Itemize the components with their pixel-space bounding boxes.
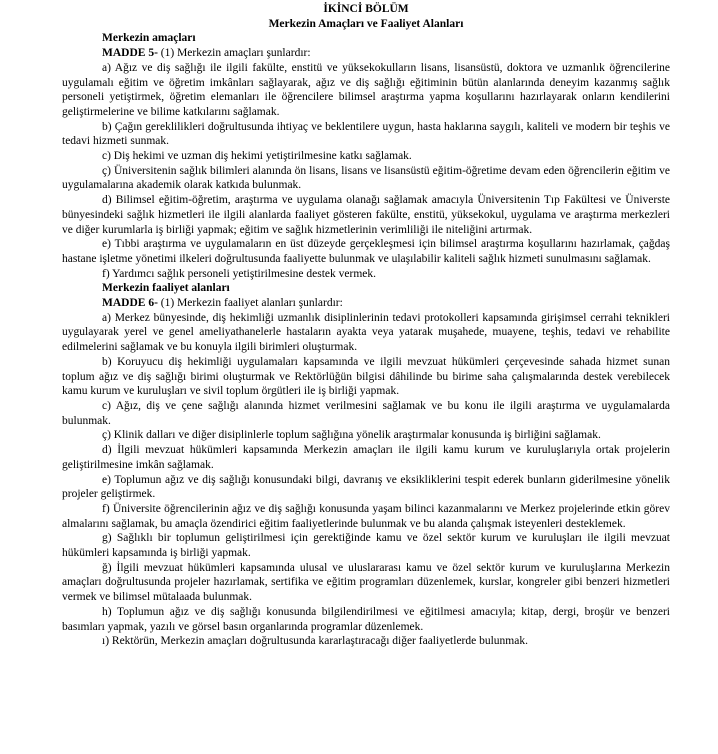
paragraph: ı) Rektörün, Merkezin amaçları doğrultusunda kararlaştıracağı diğer faaliyetlerde bulunmak.	[102, 635, 528, 648]
paragraph: ğ) İlgili mevzuat hükümleri kapsamında ulusal ve uluslararası kamu ve özel sektör kurum ve kuruluşlarına Merkezin amaçları doğrultusunda projeler hazırlamak, sertifika ve eğitim programları düzenlemek, kurslar, kongreler gibi benzeri hizmetleri vermek ve bilimsel mütalaada bulunmak.	[62, 561, 670, 604]
madde-5-intro	[62, 46, 670, 61]
paragraph: d) İlgili mevzuat hükümleri kapsamında Merkezin amaçları ile ilgili kamu kurum ve kuruluşlarıyla ortak projelerin geliştirilmesine imkân sağlamak.	[62, 444, 670, 471]
section-heading-amaclar: Merkezin amaçları	[102, 32, 196, 45]
chapter-subtitle: Merkezin Amaçları ve Faaliyet Alanları	[268, 17, 464, 30]
paragraph: f) Üniversite öğrencilerinin ağız ve diş sağlığı konusunda yaşam bilinci kazanmalarını ve Merkez projelerinde etkin görev almalarını sağlamak, bu amaçla özendirici eğitim faaliyetlerinde bulunmak ve bu alanda çalışmak isteyenleri desteklemek.	[62, 502, 670, 530]
paragraph: f) Yardımcı sağlık personeli yetiştirilmesine destek vermek.	[102, 267, 377, 280]
madde-5-text: (1) Merkezin amaçları şunlardır:	[157, 47, 311, 60]
paragraph: c) Diş hekimi ve uzman diş hekimi yetiştirilmesine katkı sağlamak.	[102, 150, 412, 163]
paragraph: e) Toplumun ağız ve diş sağlığı konusundaki bilgi, davranış ve eksikliklerini tespit ederek bunların giderilmesine yönelik projeler geliştirmek.	[62, 473, 670, 501]
paragraph: ç) Klinik dalları ve diğer disiplinlerle toplum sağlığına yönelik araştırmalar konusunda iş birliğini sağlamak.	[102, 429, 601, 442]
chapter-title: İKİNCİ BÖLÜM	[323, 3, 409, 15]
paragraph: e) Tıbbi araştırma ve uygulamaların en üst düzeyde gerçekleşmesi için bilimsel araştırma koşullarını hazırlamak, çağdaş hastane işletme yönetimi ilkeleri doğrultusunda faaliyette bulunmak ve ulaşılabilir kaliteli sağlık hizmeti sunulmasını sağlamak.	[62, 238, 670, 265]
section-heading-faaliyet: Merkezin faaliyet alanları	[102, 282, 230, 295]
paragraph: ç) Üniversitenin sağlık bilimleri alanında ön lisans, lisans ve lisansüstü eğitim-öğretime devam eden öğrencilerin eğitim ve uygulamalarına akademik olarak katkıda bulunmak.	[62, 164, 670, 192]
paragraph: d) Bilimsel eğitim-öğretim, araştırma ve uygulama olanağı sağlamak amacıyla Üniversitenin Tıp Fakültesi ve Üniverste bünyesindeki sağlık hizmetleri ile ilgili alanlarda faaliyet gösteren fakülte, enstitü, yüksekokul, uygulama ve araştırma merkezleri ve diğer kurumlarla iş birliği yapmak; eğitim ve sağlık hizmetlerinin verimliliği ile niteliğini artırmak.	[62, 194, 670, 236]
paragraph: b) Koruyucu diş hekimliği uygulamaları kapsamında ve ilgili mevzuat hükümleri çerçevesinde sahada hizmet sunan toplum ağız ve diş sağlığı birimi oluşturmak ve Rektörlüğün bilgisi dâhilinde bu birime saha çalışmalarında destek verebilecek kamu kurum ve kuruluşları ve sivil toplum örgütleri ile iş birliği yapmak.	[62, 355, 670, 398]
paragraph: g) Sağlıklı bir toplumun geliştirilmesi için gerektiğinde kamu ve özel sektör kurum ve kuruluşları ile ilgili mevzuat hükümleri kapsamında iş birliği yapmak.	[62, 532, 670, 560]
paragraph: a) Merkez bünyesinde, diş hekimliği uzmanlık disiplinlerinin tedavi protokolleri kapsamında girişimsel cerrahi teknikleri uygulayarak yerel ve genel ameliyathanelerle hastaların ayakta veya yatarak muşahede, muayene, teşhis, tedavi ve rehabilite edilmelerini sağlamak ve bu konuyla ilgili birimleri oluşturmak.	[62, 311, 670, 354]
paragraph: b) Çağın gereklilikleri doğrultusunda ihtiyaç ve beklentilere uygun, hasta haklarına saygılı, kaliteli ve modern bir teşhis ve tedavi hizmeti sunmak.	[62, 120, 670, 148]
madde-6-text: (1) Merkezin faaliyet alanları şunlardır:	[157, 297, 343, 310]
madde-5-label: MADDE 5-	[102, 47, 158, 60]
paragraph: h) Toplumun ağız ve diş sağlığı konusunda bilgilendirilmesi ve eğitilmesi amacıyla; kitap, dergi, broşür ve benzeri basımları yapmak, yazılı ve görsel basın organlarında programlar düzenlemek.	[62, 605, 670, 633]
madde-6-label: MADDE 6-	[102, 297, 158, 310]
madde-6-intro	[62, 296, 670, 311]
paragraph: c) Ağız, diş ve çene sağlığı alanında hizmet verilmesini sağlamak ve bu konu ile ilgili araştırma ve uygulamalarda bulunmak.	[62, 399, 670, 427]
paragraph: a) Ağız ve diş sağlığı ile ilgili fakülte, enstitü ve yüksekokulların lisans, lisansüstü, doktora ve uzmanlık öğrencilerine uygulamalı eğitim ve öğretim imkânları sağlayarak, ağız ve diş sağlığı eğitiminin bütün alanlarında deneyim kazanmış sağlık personeli yetiştirmek, öğretim elemanları ile öğrencilere bilimsel araştırma yapma koşullarını hazırlayarak onların kendilerini geliştirmelerine ve bilime katkılarını sağlamak.	[62, 61, 670, 118]
